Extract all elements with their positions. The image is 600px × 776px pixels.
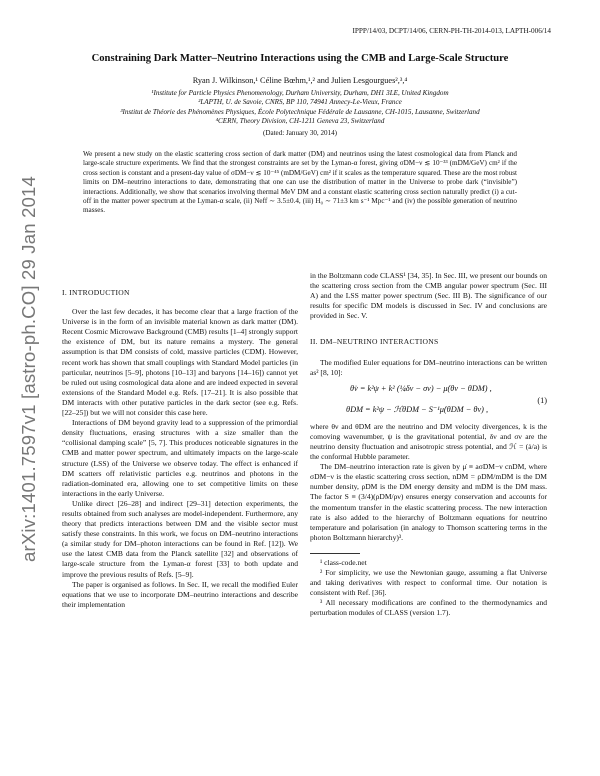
report-numbers: IPPP/14/03, DCPT/14/06, CERN-PH-TH-2014-013, LAPTH-006/14 [352,27,551,35]
sec2-paragraph-1: where θν and θDM are the neutrino and DM velocity divergences, k is the comoving wavenumber, ψ is the gravitational potential, δν and σν are the neutrino density fluctuation and anisotropic stress potential, and ℋ = (ȧ/a) is the conformal Hubble parameter. [310,421,547,462]
date-line: (Dated: January 30, 2014) [262,129,338,137]
paper-title: Constraining Dark Matter–Neutrino Interactions using the CMB and Large-Scale Structure [91,53,509,64]
equation-line-2: θ̇DM = k²ψ − ℋθDM − S⁻¹μ̇(θDM − θν) , [346,404,489,414]
affiliation-2: ²LAPTH, U. de Savoie, CNRS, BP 110, 74941 Annecy-Le-Vieux, France [198,98,402,107]
intro-paragraph-1: Over the last few decades, it has become clear that a large fraction of the Universe is in the form of an invisible material known as dark matter (DM). Recent Cosmic Microwave Background (CMB) results [1–4] strongly support the existence of DM, but its nature remains a mystery. The general assumption is that DM consists of cold, massive particles (CDM). However, recent work has shown that small couplings with Standard Model particles (in particular, neutrinos [5–9], photons [10–13] and baryons [14–16]) cannot yet be ruled out using cosmological data alone and are indeed expected in several extensions of the Standard Model e.g. Refs. [17–21]. It is also possible that DM interacts with other putative particles in the dark sector (see e.g. Refs. [22–25]) but we will not consider this case here. [62,307,298,418]
abstract: We present a new study on the elastic scattering cross section of dark matter (DM) and neutrinos using the latest cosmological data from Planck and large-scale structure experiments. We find that the strongest constraints are set by the Lyman-α forest, giving σDM−ν ≲ 10⁻³³ (mDM/GeV) cm² if the cross section is constant and a present-day value of σDM−ν ≲ 10⁻⁴⁵ (mDM/GeV) cm² if it scales as the temperature squared. These are the most robust limits on DM–neutrino interactions to date, demonstrating that one can use the distribution of matter in the Universe to probe dark (“invisible”) interactions. Additionally, we show that scenarios involving thermal MeV DM and a constant elastic scattering cross section naturally predict (i) a cut-off in the matter power spectrum at the Lyman-α scale, (ii) Neff ∼ 3.5±0.4, (iii) H₀ ∼ 71±3 km s⁻¹ Mpc⁻¹ and (iv) the possible generation of neutrino masses. [83,150,517,215]
section-heading-introduction: I. INTRODUCTION [62,288,130,297]
intro-continuation: in the Boltzmann code CLASS¹ [34, 35]. In Sec. III, we present our bounds on the scattering cross section from the CMB angular power spectrum (Sec. III A) and the LSS matter power spectrum (Sec. III B). The significance of our results for specific DM models is discussed in Sec. IV and conclusions are provided in Sec. V. [310,271,548,321]
sec2-paragraph-2: The DM–neutrino interaction rate is given by μ̇ ≡ aσDM−ν cnDM, where σDM−ν is the elastic scattering cross section, nDM = ρDM/mDM is the DM number density, ρDM is the DM energy density and mDM is the DM mass. The factor S ≡ (3/4)(ρDM/ρν) ensures energy conservation and accounts for the momentum transfer in the elastic scattering process. The new interaction rate is also added to the hierarchy of Boltzmann equations for neutrino temperature and polarisation (in analogy to Thomson scattering terms in the photon Boltzmann hierarchy)³. [310,462,547,542]
arxiv-identifier[interactable]: arXiv:1401.7597v1 [astro-ph.CO] 29 Jan 2014 [18,175,39,562]
affiliations [0,89,600,126]
equation-line-1: θ̇ν = k²ψ + k² (¼δν − σν) − μ̇(θν − θDM) , [350,383,492,393]
intro-paragraph-2: Interactions of DM beyond gravity lead to a suppression of the primordial density fluctuations, erasing structures with a size smaller than the “collisional damping scale” [5, 7]. This produces noticeable signatures in the CMB and matter power spectrum, and ultimately impacts on the large-scale structure (LSS) of the Universe we observe today. The effect is enhanced if DM scatters off relativistic particles e.g. neutrinos and photons in the radiation-dominated era, allowing one to set competitive limits on these interactions in the early Universe. [62,418,298,498]
footnote-3: ³ All necessary modifications are confined to the thermodynamics and perturbation modules of CLASS (version 1.7). [310,598,547,618]
footnote-rule [310,553,360,554]
arxiv-sidebar [4,175,39,584]
affiliation-1: ¹Institute for Particle Physics Phenomenology, Durham University, Durham, DH1 3LE, United Kingdom [151,89,449,97]
footnote-2: ² For simplicity, we use the Newtonian gauge, assuming a flat Universe and taking derivatives with respect to conformal time. Our notation is consistent with Ref. [36]. [310,567,547,598]
affiliation-4: ⁴CERN, Theory Division, CH-1211 Geneva 23, Switzerland [215,116,385,125]
right-column [310,271,547,618]
euler-equations [310,382,547,416]
intro-paragraph-4: The paper is organised as follows. In Sec. II, we recall the modified Euler equations that we use to incorporate DM–neutrino interactions and describe their implementation [62,579,298,609]
footnote-1[interactable]: ¹ class-code.net [320,557,367,567]
equation-number: (1) [537,395,547,405]
section-heading-dm-neutrino: II. DM–NEUTRINO INTERACTIONS [310,337,439,347]
sec2-intro-paragraph: The modified Euler equations for DM–neutrino interactions can be written as² [8, 10]: [310,357,547,377]
left-column [62,288,298,610]
intro-paragraph-3: Unlike direct [26–28] and indirect [29–31] detection experiments, the results obtained from such analyses are model-independent. Furthermore, any theory that predicts interactions between DM and the visible sector must satisfy these constraints. In this work, we focus on DM–neutrino interactions (a similar study for DM–photon interactions can be found in Ref. [12]). We use the latest CMB data from the Planck satellite [32] and observations of large-scale structure from the Lyman-α forest [33] to both update and improve the previous results of Refs. [5–9]. [62,498,298,579]
affiliation-3: ³Institut de Théorie des Phénomènes Physiques, École Polytechnique Fédérale de Lausanne, CH-1015, Lausanne, Switzerland [120,107,480,116]
author-list: Ryan J. Wilkinson,¹ Céline Bœhm,¹,² and Julien Lesgourgues²,³,⁴ [192,76,408,85]
